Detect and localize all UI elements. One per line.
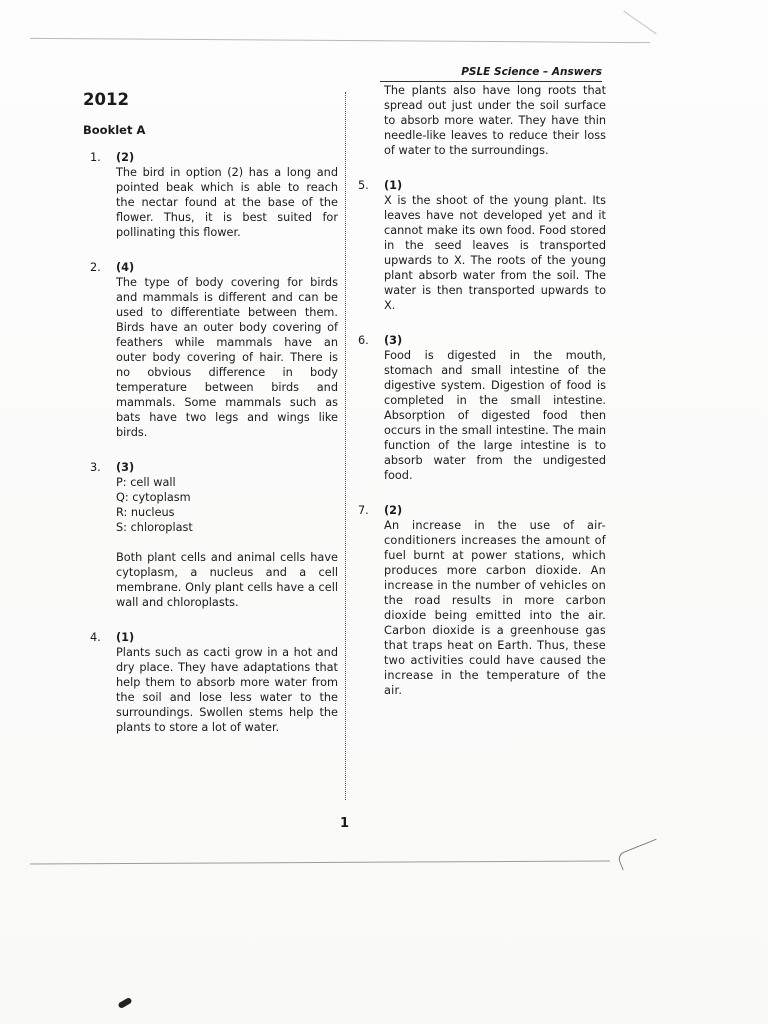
answer-option: (3) bbox=[116, 461, 135, 474]
question-2 bbox=[90, 260, 338, 440]
section-year: 2012 bbox=[83, 90, 129, 109]
question-number: 7. bbox=[358, 504, 369, 517]
question-number: 6. bbox=[358, 334, 369, 347]
left-column bbox=[90, 150, 338, 735]
answer-explanation: The bird in option (2) has a long and pointed beak which is able to reach the nectar found at the base of the flower. Thus, it is best suited for pollinating this flower. bbox=[116, 166, 338, 239]
answer-option: (2) bbox=[116, 151, 135, 164]
answer-explanation: X is the shoot of the young plant. Its leaves have not developed yet and it cannot make its own food. Food stored in the seed leaves is transported upwards to X. The roots of the young plant absorb water from the soil. The water is then transported upwards to X. bbox=[384, 194, 606, 312]
answer-option: (3) bbox=[384, 334, 403, 347]
page-number: 1 bbox=[340, 816, 350, 831]
question-4-continuation: The plants also have long roots that spread out just under the soil surface to absorb more water. They have thin needle-like leaves to reduce their loss of water to the surroundings. bbox=[384, 84, 606, 157]
answer-explanation: Food is digested in the mouth, stomach and small intestine of the digestive system. Digestion of food is completed in the small intestine. Absorption of digested food then occurs in the small intestine. The main function of the large intestine is to absorb water from the undigested food. bbox=[384, 349, 606, 482]
question-number: 1. bbox=[90, 151, 101, 164]
answer-explanation: Both plant cells and animal cells have cytoplasm, a nucleus and a cell membrane. Only plant cells have a cell wall and chloroplasts. bbox=[116, 551, 338, 609]
answer-option: (1) bbox=[384, 179, 403, 192]
cell-part-label: Q: cytoplasm bbox=[116, 491, 191, 504]
booklet-heading: Booklet A bbox=[83, 123, 146, 137]
column-divider bbox=[345, 92, 346, 800]
question-6 bbox=[358, 333, 606, 483]
answer-option: (2) bbox=[384, 504, 403, 517]
question-5 bbox=[358, 178, 606, 313]
scan-paper-corner bbox=[623, 11, 656, 35]
answer-option: (1) bbox=[116, 631, 135, 644]
running-header: PSLE Science – Answers bbox=[380, 66, 602, 82]
answer-explanation: The type of body covering for birds and mammals is different and can be used to differentiate between them. Birds have an outer body covering of feathers while mammals have an outer body covering of hair. There is no obvious difference in body temperature between birds and mammals. Some mammals such as bats have two legs and wings like birds. bbox=[116, 276, 338, 439]
answer-explanation: An increase in the use of air-conditioners increases the amount of fuel burnt at power stations, which produces more carbon dioxide. An increase in the number of vehicles on the road results in more carbon dioxide being emitted into the air. Carbon dioxide is a greenhouse gas that traps heat on Earth. Thus, these two activities could have caused the increase in the temperature of the air. bbox=[384, 519, 606, 697]
cell-parts-list bbox=[116, 475, 338, 535]
question-number: 4. bbox=[90, 631, 101, 644]
scan-paper-edge-bottom bbox=[30, 860, 610, 866]
question-1 bbox=[90, 150, 338, 240]
cell-part-label: P: cell wall bbox=[116, 476, 176, 489]
cell-part-label: R: nucleus bbox=[116, 506, 175, 519]
question-number: 2. bbox=[90, 261, 101, 274]
question-7 bbox=[358, 503, 606, 698]
question-4 bbox=[90, 630, 338, 735]
right-column bbox=[358, 83, 606, 698]
scan-paper-edge-top bbox=[30, 38, 650, 45]
answer-option: (4) bbox=[116, 261, 135, 274]
scan-page-curl bbox=[616, 839, 662, 871]
cell-part-label: S: chloroplast bbox=[116, 521, 193, 534]
answer-explanation: Plants such as cacti grow in a hot and dry place. They have adaptations that help them to absorb more water from the soil and lose less water to the surroundings. Swollen stems help the plants to store a lot of water. bbox=[116, 646, 338, 734]
scan-ink-mark bbox=[117, 997, 132, 1009]
question-number: 3. bbox=[90, 461, 101, 474]
question-3 bbox=[90, 460, 338, 610]
question-number: 5. bbox=[358, 179, 369, 192]
